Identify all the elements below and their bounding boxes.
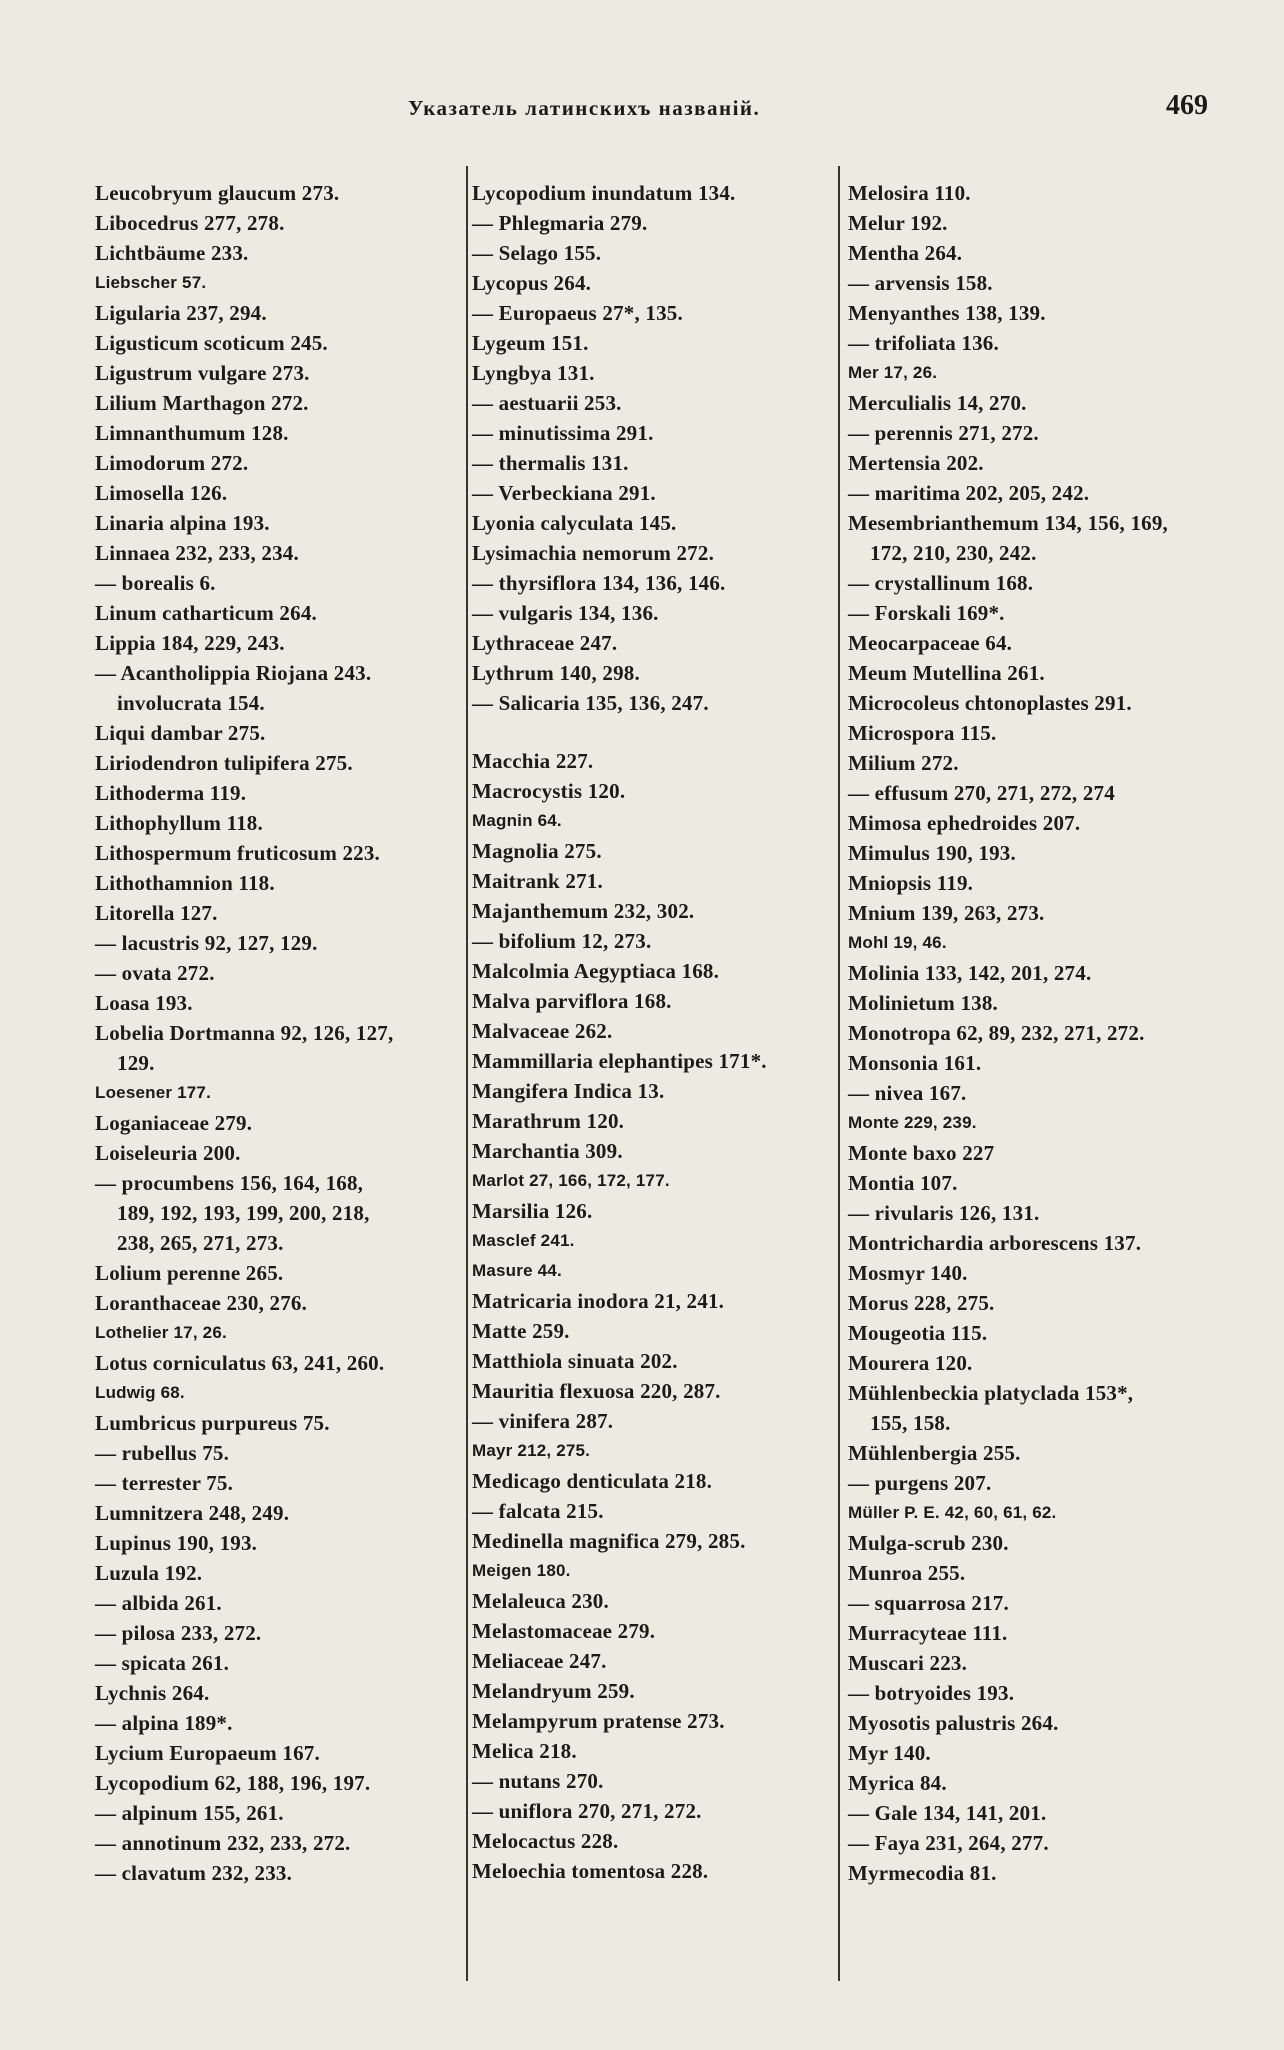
index-entry: Milium 272. [848,751,959,775]
index-entry: Libocedrus 277, 278. [95,211,285,235]
index-entry: Molinia 133, 142, 201, 274. [848,961,1092,985]
index-entry: Mourera 120. [848,1351,973,1375]
index-entry: 129. [117,1051,155,1075]
index-entry: — albida 261. [95,1591,222,1615]
page-number: 469 [1166,90,1208,121]
index-entry: Marlot 27, 166, 172, 177. [472,1171,670,1190]
index-entry: — arvensis 158. [848,271,993,295]
index-entry: Lycopodium 62, 188, 196, 197. [95,1771,371,1795]
index-entry: Lygeum 151. [472,331,589,355]
index-entry: Linaria alpina 193. [95,511,270,535]
index-entry: Loranthaceae 230, 276. [95,1291,308,1315]
index-entry: Myr 140. [848,1741,931,1765]
index-entry: Lycopus 264. [472,271,592,295]
index-entry: Melica 218. [472,1739,577,1763]
index-entry: Melosira 110. [848,181,971,205]
index-entry: Malvaceae 262. [472,1019,613,1043]
index-entry: — vinifera 287. [472,1409,614,1433]
index-entry: Lilium Marthagon 272. [95,391,309,415]
index-entry: Myosotis palustris 264. [848,1711,1059,1735]
index-entry: Mimosa ephedroides 207. [848,811,1081,835]
index-entry: Melocactus 228. [472,1829,619,1853]
index-entry: Mertensia 202. [848,451,984,475]
index-entry: Liqui dambar 275. [95,721,266,745]
index-section-l [472,178,832,718]
index-entry: Malcolmia Aegyptiaca 168. [472,959,720,983]
index-entry: Loganiaceae 279. [95,1111,253,1135]
index-entry: Lumbricus purpureus 75. [95,1411,330,1435]
index-entry: — uniflora 270, 271, 272. [472,1799,702,1823]
index-entry: involucrata 154. [117,691,265,715]
index-entry: Muscari 223. [848,1651,968,1675]
index-entry: 238, 265, 271, 273. [117,1231,284,1255]
index-entry: Medinella magnifica 279, 285. [472,1529,746,1553]
index-entry: Magnin 64. [472,811,562,830]
index-entry: Meocarpaceae 64. [848,631,1013,655]
index-entry: Mougeotia 115. [848,1321,988,1345]
index-entry: Lumnitzera 248, 249. [95,1501,290,1525]
index-entry: 155, 158. [870,1411,951,1435]
index-entry: Majanthemum 232, 302. [472,899,695,923]
index-entry: — Selago 155. [472,241,602,265]
index-entry: Ligustrum vulgare 273. [95,361,310,385]
index-entry: Marathrum 120. [472,1109,625,1133]
index-entry: Leucobryum glaucum 273. [95,181,340,205]
index-entry: Mühlenbergia 255. [848,1441,1021,1465]
index-entry: Monte baxo 227 [848,1141,995,1165]
index-entry: Myrmecodia 81. [848,1861,997,1885]
index-entry: — trifoliata 136. [848,331,999,355]
index-entry: — maritima 202, 205, 242. [848,481,1090,505]
index-entry: Myrica 84. [848,1771,947,1795]
index-entry: Lithophyllum 118. [95,811,263,835]
index-entry: Merculialis 14, 270. [848,391,1027,415]
index-entry: Mulga-scrub 230. [848,1531,1009,1555]
index-entry: Luzula 192. [95,1561,203,1585]
index-entry: Lythraceae 247. [472,631,618,655]
index-entry: Lyngbya 131. [472,361,595,385]
index-entry: — bifolium 12, 273. [472,929,652,953]
index-entry: — spicata 261. [95,1651,230,1675]
index-entry: Lobelia Dortmanna 92, 126, 127, [95,1021,394,1045]
index-entry: — nivea 167. [848,1081,967,1105]
index-entry: Mosmyr 140. [848,1261,968,1285]
index-entry: Marchantia 309. [472,1139,623,1163]
index-entry: Magnolia 275. [472,839,602,863]
index-entry: Loesener 177. [95,1083,211,1102]
index-entry: — clavatum 232, 233. [95,1861,293,1885]
index-entry: — ovata 272. [95,961,215,985]
index-entry: — botryoides 193. [848,1681,1015,1705]
index-entry: Meliaceae 247. [472,1649,607,1673]
index-entry: — minutissima 291. [472,421,654,445]
index-entry: — vulgaris 134, 136. [472,601,659,625]
index-entry: Mayr 212, 275. [472,1441,591,1460]
index-entry: Lycium Europaeum 167. [95,1741,320,1765]
index-entry: Melandryum 259. [472,1679,635,1703]
index-entry: — Europaeus 27*, 135. [472,301,683,325]
column-divider [838,166,840,1981]
index-entry: Masure 44. [472,1261,562,1280]
index-entry: Marsilia 126. [472,1199,593,1223]
index-entry: Macchia 227. [472,749,594,773]
index-entry: — annotinum 232, 233, 272. [95,1831,351,1855]
index-entry: — Faya 231, 264, 277. [848,1831,1049,1855]
index-entry: — thyrsiflora 134, 136, 146. [472,571,726,595]
index-entry: Melaleuca 230. [472,1589,609,1613]
index-entry: — aestuarii 253. [472,391,622,415]
index-entry: Meloechia tomentosa 228. [472,1859,709,1883]
index-entry: — falcata 215. [472,1499,604,1523]
index-entry: — Verbeckiana 291. [472,481,656,505]
index-entry: — effusum 270, 271, 272, 274 [848,781,1115,805]
index-entry: Lycopodium inundatum 134. [472,181,736,205]
index-entry: Maitrank 271. [472,869,603,893]
index-entry: — purgens 207. [848,1471,992,1495]
running-title: Указатель латинскихъ названій. [408,96,761,120]
index-entry: Medicago denticulata 218. [472,1469,713,1493]
index-entry: — squarrosa 217. [848,1591,1009,1615]
index-entry: Munroa 255. [848,1561,966,1585]
index-entry: Litorella 127. [95,901,218,925]
index-entry: Lychnis 264. [95,1681,210,1705]
index-entry: Lithoderma 119. [95,781,247,805]
index-column-1 [95,178,455,1888]
index-entry: Lithothamnion 118. [95,871,275,895]
index-entry: — Phlegmaria 279. [472,211,648,235]
index-entry: Limnanthumum 128. [95,421,289,445]
index-entry: Matricaria inodora 21, 241. [472,1289,725,1313]
index-entry: Malva parviflora 168. [472,989,672,1013]
index-entry: Lothelier 17, 26. [95,1323,227,1342]
index-entry: — lacustris 92, 127, 129. [95,931,318,955]
index-entry: Mammillaria elephantipes 171*. [472,1049,767,1073]
index-entry: Microcoleus chtonoplastes 291. [848,691,1132,715]
index-entry: — borealis 6. [95,571,216,595]
index-entry: — nutans 270. [472,1769,604,1793]
index-entry: — terrester 75. [95,1471,234,1495]
index-entry: — alpina 189*. [95,1711,233,1735]
index-entry: — Salicaria 135, 136, 247. [472,691,709,715]
index-entry: — pilosa 233, 272. [95,1621,262,1645]
index-entry: Lotus corniculatus 63, 241, 260. [95,1351,385,1375]
index-entry: Mesembrianthemum 134, 156, 169, [848,511,1169,535]
index-entry: Lythrum 140, 298. [472,661,640,685]
index-entry: Melampyrum pratense 273. [472,1709,725,1733]
index-entry: Molinietum 138. [848,991,998,1015]
index-entry: Liriodendron tulipifera 275. [95,751,353,775]
index-section-m [472,746,832,1886]
index-entry: Masclef 241. [472,1231,575,1250]
page-header [0,90,1284,134]
index-entry: — rivularis 126, 131. [848,1201,1040,1225]
index-entry: Mniopsis 119. [848,871,974,895]
index-entry: Mangifera Indica 13. [472,1079,665,1103]
index-entry: Microspora 115. [848,721,997,745]
index-entry: — rubellus 75. [95,1441,230,1465]
index-entry: Ligusticum scoticum 245. [95,331,328,355]
index-entry: Macrocystis 120. [472,779,626,803]
index-entry: Morus 228, 275. [848,1291,995,1315]
index-entry: Lichtbäume 233. [95,241,249,265]
index-entry: Lithospermum fruticosum 223. [95,841,381,865]
index-entry: Lupinus 190, 193. [95,1531,258,1555]
index-entry: — Acantholippia Riojana 243. [95,661,372,685]
index-entry: Loiseleuria 200. [95,1141,241,1165]
index-entry: Mühlenbeckia platyclada 153*, [848,1381,1134,1405]
index-entry: Liebscher 57. [95,273,207,292]
index-column-2 [472,178,832,1886]
index-entry: — thermalis 131. [472,451,629,475]
index-entry: Montrichardia arborescens 137. [848,1231,1142,1255]
index-entry: Müller P. E. 42, 60, 61, 62. [848,1503,1057,1522]
index-column-3 [848,178,1228,1888]
index-entry: Ludwig 68. [95,1383,185,1402]
index-entry: Matte 259. [472,1319,570,1343]
index-entry: — crystallinum 168. [848,571,1034,595]
index-entry: Mentha 264. [848,241,963,265]
section-gap [472,718,832,746]
index-entry: Monsonia 161. [848,1051,982,1075]
index-entry: Linum catharticum 264. [95,601,317,625]
index-entry: Matthiola sinuata 202. [472,1349,678,1373]
index-entry: 189, 192, 193, 199, 200, 218, [117,1201,370,1225]
index-entry: Lolium perenne 265. [95,1261,284,1285]
index-entry: Mauritia flexuosa 220, 287. [472,1379,721,1403]
index-entry: — Gale 134, 141, 201. [848,1801,1047,1825]
index-entry: — Forskali 169*. [848,601,1005,625]
index-entry: Linnaea 232, 233, 234. [95,541,299,565]
index-entry: — alpinum 155, 261. [95,1801,284,1825]
index-entry: Meum Mutellina 261. [848,661,1045,685]
index-entry: Melastomaceae 279. [472,1619,656,1643]
index-entry: Lysimachia nemorum 272. [472,541,715,565]
index-entry: Meigen 180. [472,1561,571,1580]
index-entry: Lippia 184, 229, 243. [95,631,285,655]
index-entry: Limosella 126. [95,481,228,505]
index-entry: — perennis 271, 272. [848,421,1039,445]
index-entry: Monotropa 62, 89, 232, 271, 272. [848,1021,1145,1045]
index-entry: Menyanthes 138, 139. [848,301,1046,325]
index-entry: Lyonia calyculata 145. [472,511,677,535]
index-entry: Loasa 193. [95,991,193,1015]
column-divider [466,166,468,1981]
index-entry: Melur 192. [848,211,948,235]
index-entry: Mer 17, 26. [848,363,938,382]
index-entry: 172, 210, 230, 242. [870,541,1037,565]
index-entry: — procumbens 156, 164, 168, [95,1171,364,1195]
index-entry: Montia 107. [848,1171,958,1195]
index-entry: Murracyteae 111. [848,1621,1008,1645]
index-entry: Ligularia 237, 294. [95,301,267,325]
index-entry: Mohl 19, 46. [848,933,947,952]
index-entry: Mnium 139, 263, 273. [848,901,1045,925]
index-entry: Limodorum 272. [95,451,249,475]
index-entry: Monte 229, 239. [848,1113,977,1132]
index-entry: Mimulus 190, 193. [848,841,1016,865]
